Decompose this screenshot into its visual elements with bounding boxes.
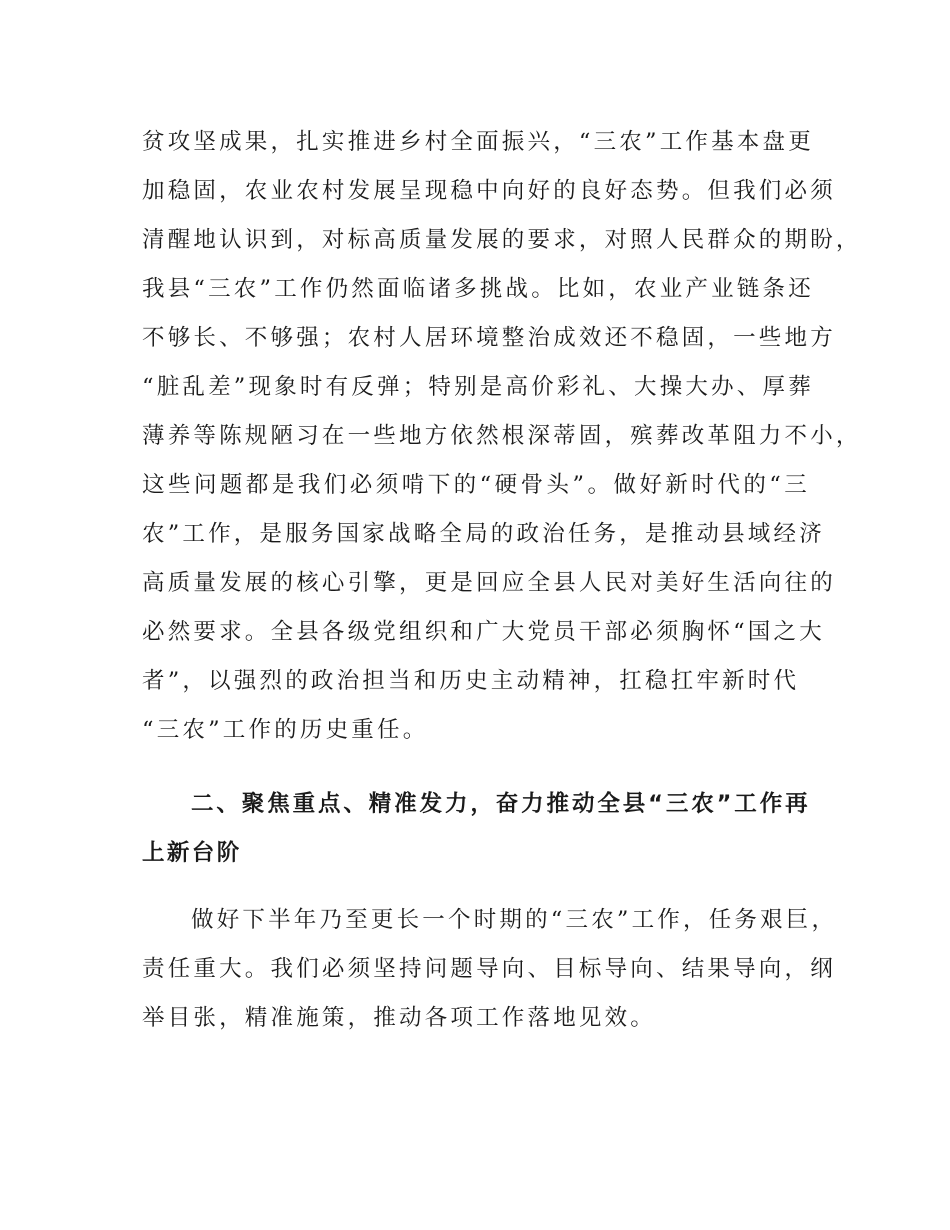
paragraph-line: 不够长、不够强；农村人居环境整治成效还不稳固，一些地方 <box>142 325 836 351</box>
paragraph-line: 加稳固，农业农村发展呈现稳中向好的良好态势。但我们必须 <box>142 178 836 204</box>
body-paragraph-2 <box>142 896 838 1043</box>
paragraph-line: 者”，以强烈的政治担当和历史主动精神，扛稳扛牢新时代 <box>142 668 800 694</box>
heading-line: 二、聚焦重点、精准发力，奋力推动全县“三农”工作再 <box>191 791 810 817</box>
paragraph-line: 做好下半年乃至更长一个时期的“三农”工作，任务艰巨， <box>191 907 838 933</box>
paragraph-line: 这些问题都是我们必须啃下的“硬骨头”。做好新时代的“三 <box>142 472 810 498</box>
heading-line: 上新台阶 <box>142 840 242 866</box>
paragraph-line: 薄养等陈规陋习在一些地方依然根深蒂固，殡葬改革阻力不小， <box>142 423 862 449</box>
paragraph-line: 责任重大。我们必须坚持问题导向、目标导向、结果导向，纲 <box>142 956 836 982</box>
paragraph-line: 高质量发展的核心引擎，更是回应全县人民对美好生活向往的 <box>142 570 836 596</box>
paragraph-line: 必然要求。全县各级党组织和广大党员干部必须胸怀“国之大 <box>142 619 825 645</box>
body-paragraph-1 <box>142 118 862 755</box>
paragraph-line: 农”工作，是服务国家战略全局的政治任务，是推动县域经济 <box>142 521 825 547</box>
paragraph-line: 贫攻坚成果，扎实推进乡村全面振兴，“三农”工作基本盘更 <box>142 129 814 155</box>
paragraph-line: “脏乱差”现象时有反弹；特别是高价彩礼、大操大办、厚葬 <box>142 374 814 400</box>
paragraph-line: 清醒地认识到，对标高质量发展的要求，对照人民群众的期盼， <box>142 227 862 253</box>
section-heading-2 <box>142 780 810 878</box>
paragraph-line: “三农”工作的历史重任。 <box>142 717 429 743</box>
paragraph-line: 我县“三农”工作仍然面临诸多挑战。比如，农业产业链条还 <box>142 276 814 302</box>
paragraph-line: 举目张，精准施策，推动各项工作落地见效。 <box>142 1005 657 1031</box>
